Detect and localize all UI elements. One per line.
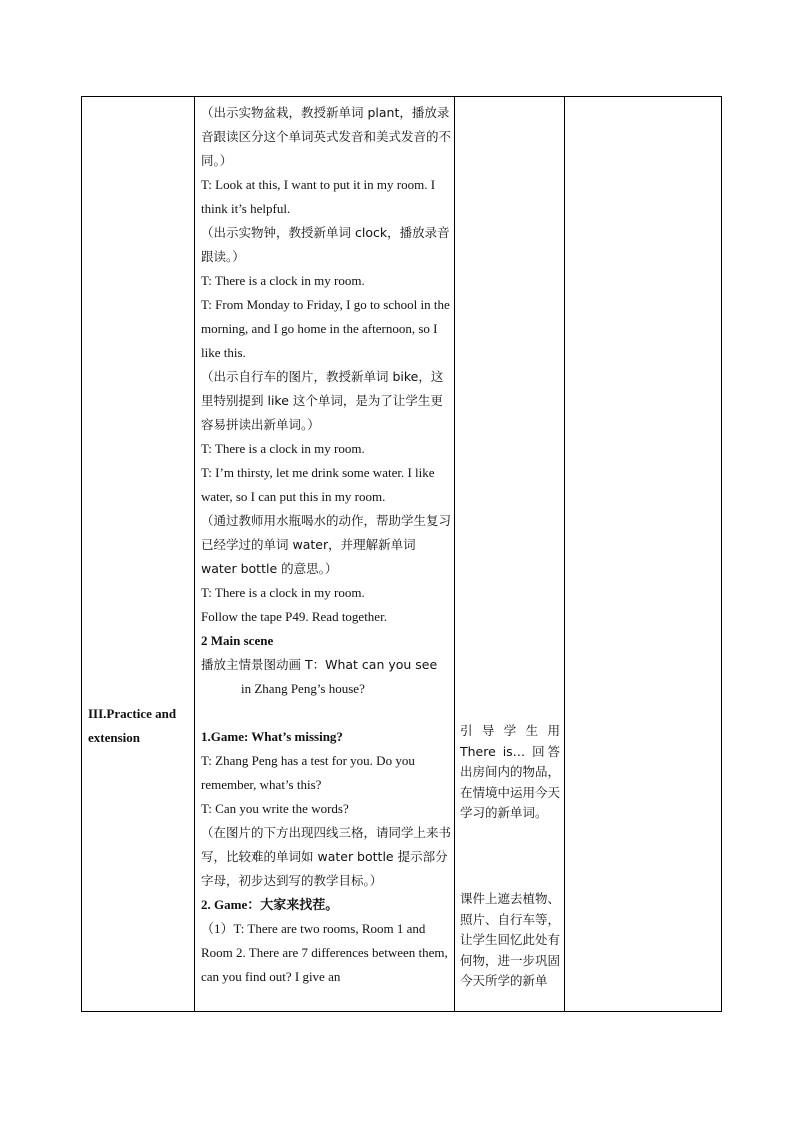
procedure-line: T: Look at this, I want to put it in my room. I think it’s helpful. bbox=[201, 177, 436, 216]
procedure-line: （通过教师用水瓶喝水的动作，帮助学生复习已经学过的单词 water，并理解新单词 water bottle 的意思。） bbox=[201, 513, 452, 576]
stage-label: III.Practice and extension bbox=[88, 706, 177, 745]
procedure-line: in Zhang Peng’s house? bbox=[241, 681, 365, 696]
procedure-line: （出示自行车的图片，教授新单词 bike，这里特别提到 like 这个单词，是为了让学生更容易拼读出新单词。） bbox=[201, 369, 444, 432]
procedure-line: T: There is a clock in my room. bbox=[201, 585, 365, 600]
procedure-line: （出示实物钟，教授新单词 clock，播放录音跟读。） bbox=[201, 225, 450, 264]
lesson-plan-table bbox=[81, 96, 722, 1012]
procedure-line: （出示实物盆栽，教授新单词 plant，播放录音跟读区分这个单词英式发音和美式发音的不同。） bbox=[201, 105, 452, 168]
stage-cell bbox=[82, 97, 194, 1011]
procedure-line: 2 Main scene bbox=[201, 633, 274, 648]
intent-cell bbox=[455, 97, 564, 1011]
procedure-line: 1.Game: What’s missing? bbox=[201, 729, 343, 744]
procedure-line: T: From Monday to Friday, I go to school in the morning, and I go home in the afternoon, so I like this. bbox=[201, 297, 450, 360]
procedure-line: T: I’m thirsty, let me drink some water. I like water, so I can put this in my room. bbox=[201, 465, 435, 504]
remarks-cell bbox=[565, 97, 722, 1011]
intent-note: 引导学生用 There is… 回答出房间内的物品，在情境中运用今天学习的新单词。 bbox=[460, 723, 561, 820]
procedure-line: T: Can you write the words? bbox=[201, 801, 349, 816]
procedure-line: T: Zhang Peng has a test for you. Do you remember, what’s this? bbox=[201, 753, 415, 792]
procedure-line: （在图片的下方出现四线三格，请同学上来书写，比较难的单词如 water bottle 提示部分字母，初步达到写的教学目标。） bbox=[201, 825, 452, 888]
procedure-line bbox=[201, 701, 452, 725]
procedure-line: T: There is a clock in my room. bbox=[201, 441, 365, 456]
procedure-line: T: There is a clock in my room. bbox=[201, 273, 365, 288]
procedure-cell bbox=[195, 97, 454, 1011]
procedure-line: 2. Game：大家来找茬。 bbox=[201, 897, 339, 912]
procedure-line: （1）T: There are two rooms, Room 1 and Room 2. There are 7 differences between them, can you find out? I give an bbox=[201, 921, 448, 984]
intent-note: 课件上遮去植物、照片、自行车等，让学生回忆此处有何物，进一步巩固今天所学的新单 bbox=[460, 891, 561, 988]
procedure-line: Follow the tape P49. Read together. bbox=[201, 609, 387, 624]
procedure-line: 播放主情景图动画 T：What can you see bbox=[201, 657, 438, 672]
